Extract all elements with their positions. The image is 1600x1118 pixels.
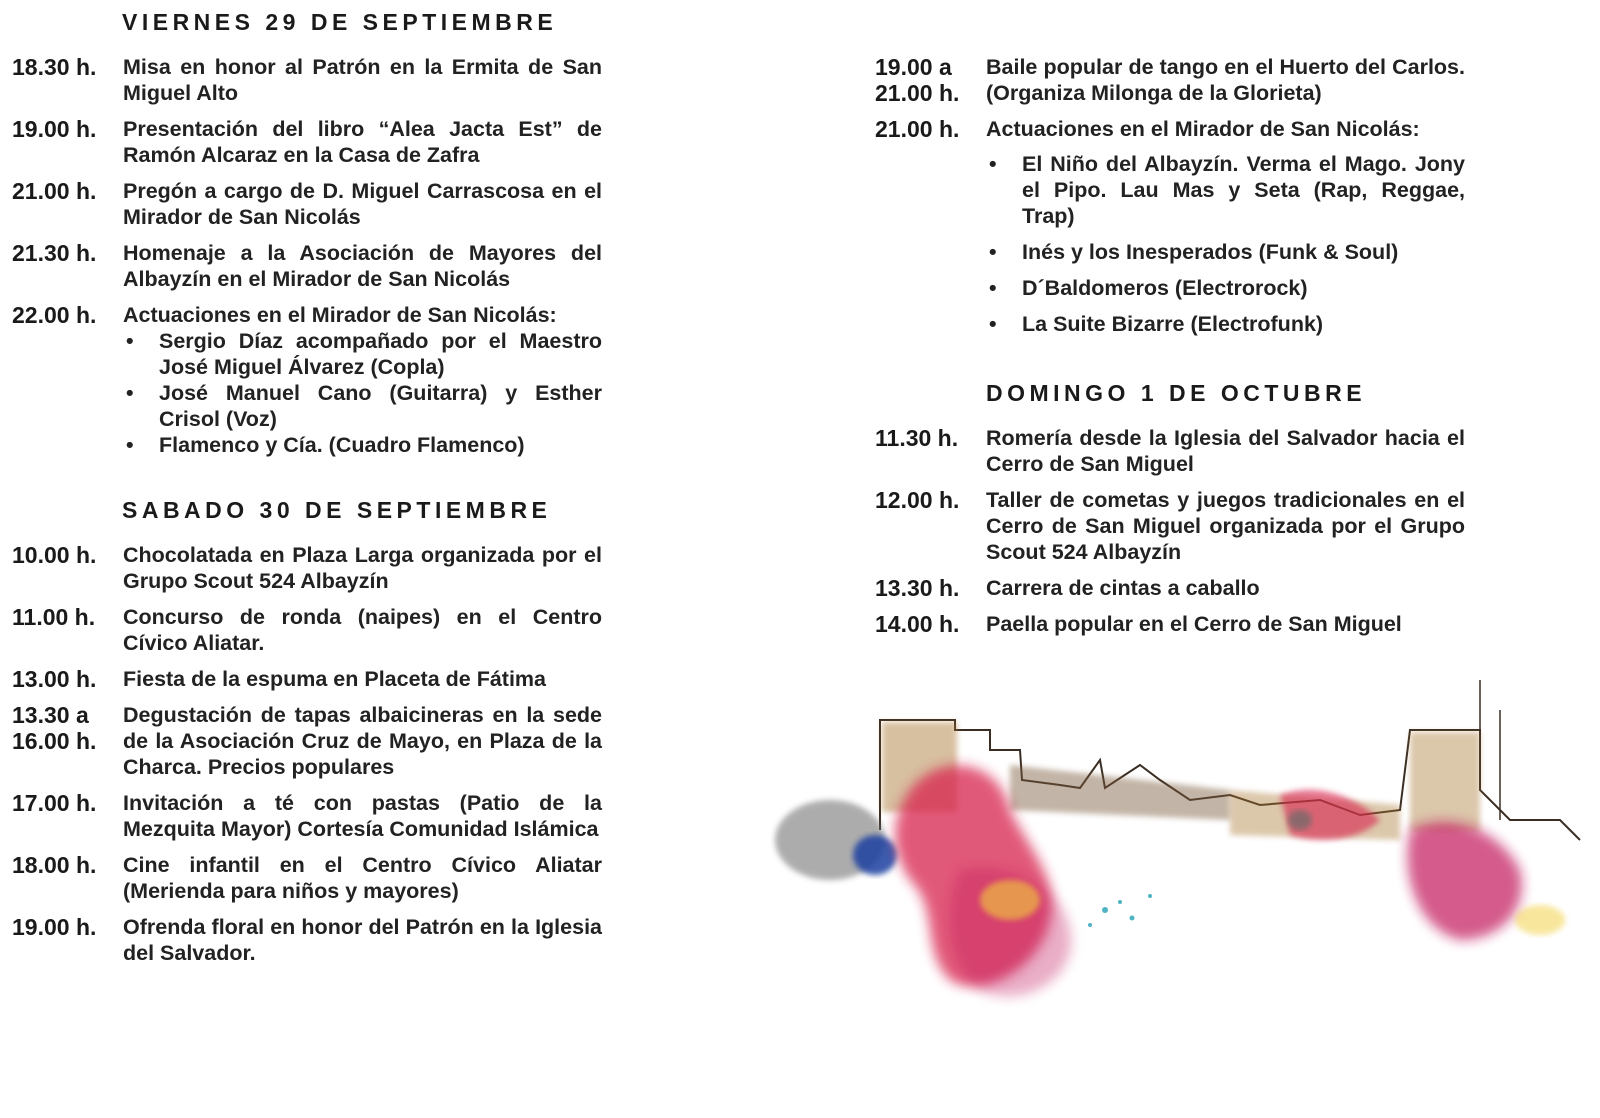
entry-description-text: Concurso de ronda (naipes) en el Centro Cívico Aliatar. [123, 605, 602, 655]
entry-description-text: Taller de cometas y juegos tradicionales en el Cerro de San Miguel organizada por el Grupo Scout 524 Albayzín [986, 488, 1465, 564]
day-title-sunday: DOMINGO 1 DE OCTUBRE [986, 380, 1367, 406]
albayzin-watercolor-illustration [760, 670, 1600, 1050]
entry-description-text: Actuaciones en el Mirador de San Nicolás: [123, 303, 557, 327]
performer-list-item: • D´Baldomeros (Electrorock) [986, 275, 1465, 301]
schedule-entry [875, 487, 1465, 565]
entry-time: 11.00 h. [12, 604, 96, 630]
entry-time: 21.00 h. [12, 178, 97, 204]
entry-time: 21.00 h. [875, 116, 960, 142]
day-title-friday: VIERNES 29 DE SEPTIEMBRE [122, 9, 558, 35]
entry-time: 12.00 h. [875, 487, 960, 513]
entry-description [123, 604, 602, 656]
entry-description [123, 116, 602, 168]
entry-time: 19.00 h. [12, 914, 97, 940]
schedule-entry [12, 54, 602, 106]
schedule-entry [12, 790, 602, 842]
schedule-entry [12, 116, 602, 168]
entry-description [123, 302, 602, 458]
entry-description [986, 425, 1465, 477]
entry-description-text: Actuaciones en el Mirador de San Nicolás: [986, 117, 1420, 141]
entry-time: 13.30 h. [875, 575, 960, 601]
schedule-entry [875, 575, 1465, 601]
entry-time: 10.00 h. [12, 542, 97, 568]
schedule-entry [12, 542, 602, 594]
entry-description-text: Fiesta de la espuma en Placeta de Fátima [123, 667, 547, 691]
entry-description-text: Misa en honor al Patrón en la Ermita de San Miguel Alto [123, 55, 602, 105]
schedule-entry [875, 425, 1465, 477]
entry-description [123, 240, 602, 292]
schedule-sunday [875, 425, 1465, 647]
entry-description [123, 54, 602, 106]
entry-description-text: Carrera de cintas a caballo [986, 576, 1260, 600]
entry-description-text: Baile popular de tango en el Huerto del Carlos. (Organiza Milonga de la Glorieta) [986, 55, 1465, 105]
entry-description-text: Cine infantil en el Centro Cívico Aliatar (Merienda para niños y mayores) [123, 853, 602, 903]
entry-time: 19.00 a 21.00 h. [875, 54, 960, 106]
schedule-saturday-continued [875, 54, 1465, 357]
entry-description [986, 611, 1465, 637]
entry-description [986, 575, 1465, 601]
performer-list-item: • La Suite Bizarre (Electrofunk) [986, 311, 1465, 337]
schedule-entry [12, 240, 602, 292]
entry-description-text: Homenaje a la Asociación de Mayores del Albayzín en el Mirador de San Nicolás [123, 241, 602, 291]
schedule-entry [12, 178, 602, 230]
entry-description [123, 178, 602, 230]
entry-description-text: Presentación del libro “Alea Jacta Est” de Ramón Alcaraz en la Casa de Zafra [123, 117, 602, 167]
schedule-saturday [12, 542, 602, 976]
entry-time: 18.30 h. [12, 54, 97, 80]
entry-time: 13.30 a 16.00 h. [12, 702, 97, 754]
schedule-entry [12, 302, 602, 458]
entry-description [123, 702, 602, 780]
entry-description-text: Romería desde la Iglesia del Salvador hacia el Cerro de San Miguel [986, 426, 1465, 476]
entry-description [123, 790, 602, 842]
entry-description [986, 54, 1465, 106]
entry-description [986, 487, 1465, 565]
performer-list-item: • Sergio Díaz acompañado por el Maestro José Miguel Álvarez (Copla) [123, 328, 602, 380]
entry-description-text: Paella popular en el Cerro de San Miguel [986, 612, 1402, 636]
entry-description [123, 666, 602, 692]
schedule-entry [12, 604, 602, 656]
performer-list [986, 151, 1465, 337]
entry-description-text: Degustación de tapas albaicineras en la sede de la Asociación Cruz de Mayo, en Plaza de la Charca. Precios populares [123, 703, 602, 779]
entry-time: 17.00 h. [12, 790, 97, 816]
entry-time: 11.30 h. [875, 425, 959, 451]
entry-description-text: Ofrenda floral en honor del Patrón en la Iglesia del Salvador. [123, 915, 602, 965]
entry-description [986, 116, 1465, 347]
entry-time: 13.00 h. [12, 666, 97, 692]
day-title-saturday: SABADO 30 DE SEPTIEMBRE [122, 497, 552, 523]
schedule-friday [12, 54, 602, 468]
schedule-entry [12, 666, 602, 692]
performer-list-item: • El Niño del Albayzín. Verma el Mago. Jony el Pipo. Lau Mas y Seta (Rap, Reggae, Trap) [986, 151, 1465, 229]
entry-time: 22.00 h. [12, 302, 97, 328]
entry-description-text: Pregón a cargo de D. Miguel Carrascosa en el Mirador de San Nicolás [123, 179, 602, 229]
entry-description [123, 852, 602, 904]
schedule-entry [12, 702, 602, 780]
performer-list-item: • Flamenco y Cía. (Cuadro Flamenco) [123, 432, 602, 458]
entry-description-text: Chocolatada en Plaza Larga organizada por el Grupo Scout 524 Albayzín [123, 543, 602, 593]
teal-splatter [1088, 894, 1152, 927]
entry-time: 18.00 h. [12, 852, 97, 878]
schedule-entry [875, 54, 1465, 106]
entry-description [123, 914, 602, 966]
entry-description [123, 542, 602, 594]
schedule-entry [12, 852, 602, 904]
entry-description-text: Invitación a té con pastas (Patio de la Mezquita Mayor) Cortesía Comunidad Islámica [123, 791, 602, 841]
grey-tree-wash [775, 800, 897, 880]
performer-list-item: • José Manuel Cano (Guitarra) y Esther Crisol (Voz) [123, 380, 602, 432]
entry-time: 14.00 h. [875, 611, 960, 637]
schedule-entry [875, 611, 1465, 637]
entry-time: 21.30 h. [12, 240, 97, 266]
schedule-entry [12, 914, 602, 966]
schedule-entry [875, 116, 1465, 347]
performer-list [123, 328, 602, 458]
entry-time: 19.00 h. [12, 116, 97, 142]
performer-list-item: • Inés y los Inesperados (Funk & Soul) [986, 239, 1465, 265]
